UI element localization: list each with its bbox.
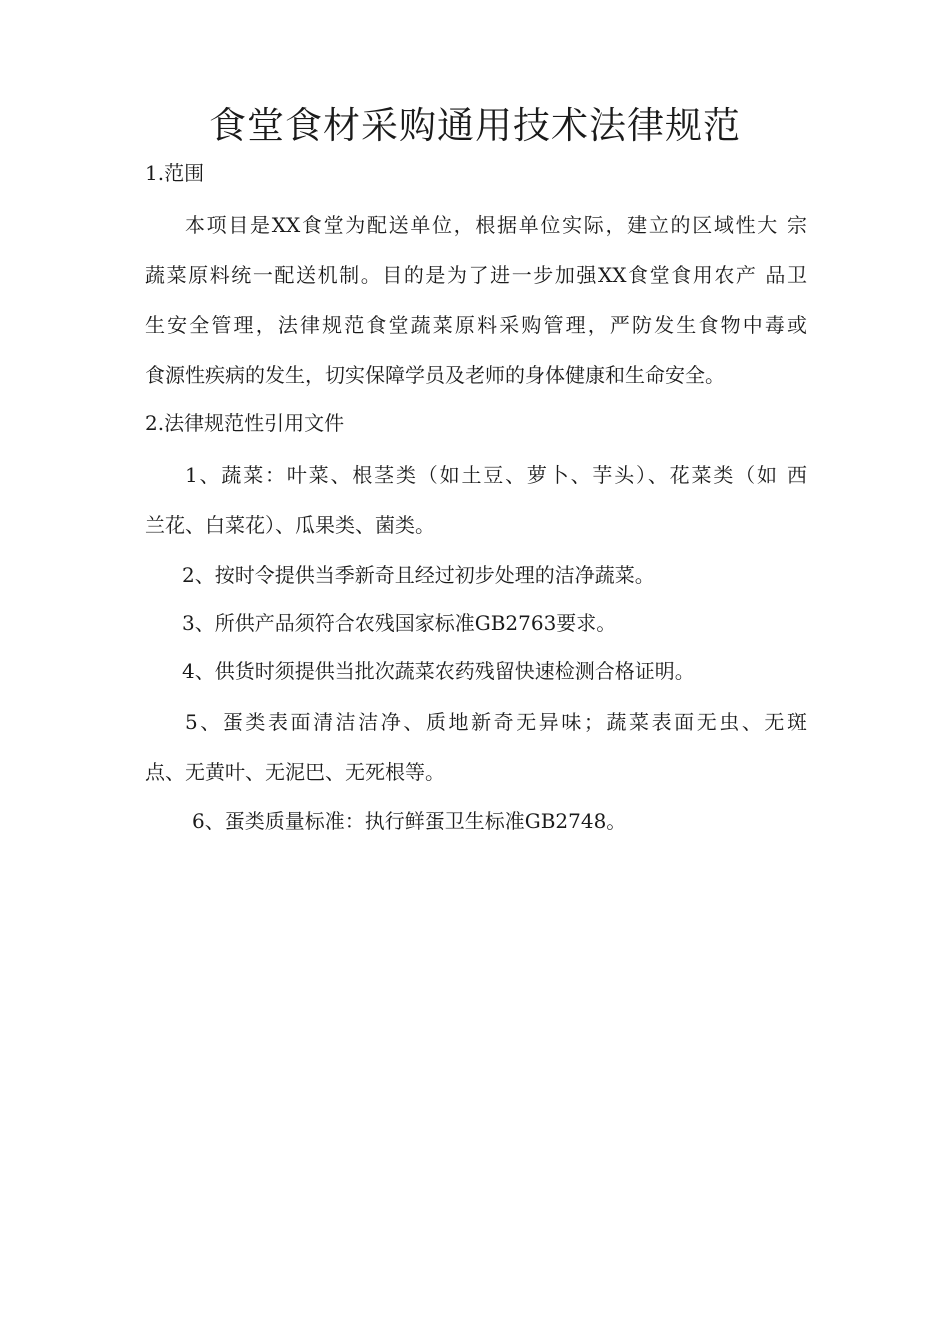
list-item-5-line-1: 5、蛋类表面清洁洁净、质地新奇无异味；蔬菜表面无虫、无斑	[185, 710, 807, 734]
list-item-3: 3、所供产品须符合农残国家标准GB2763要求。	[182, 611, 617, 635]
list-item-4: 4、供货时须提供当批次蔬菜农药残留快速检测合格证明。	[182, 659, 695, 683]
paragraph-line-3: 生安全管理，法律规范食堂蔬菜原料采购管理，严防发生食物中毒或	[145, 313, 807, 337]
list-item-2: 2、按时令提供当季新奇且经过初步处理的洁净蔬菜。	[182, 563, 655, 587]
list-item-6: 6、蛋类质量标准：执行鲜蛋卫生标准GB2748。	[192, 809, 627, 833]
paragraph-line-2: 蔬菜原料统一配送机制。目的是为了进一步加强XX食堂食用农产 品卫	[145, 263, 807, 287]
list-item-1-line-2: 兰花、白菜花）、瓜果类、菌类。	[145, 513, 435, 537]
paragraph-line-1: 本项目是XX食堂为配送单位，根据单位实际，建立的区域性大 宗	[185, 213, 807, 237]
section-2-heading: 2.法律规范性引用文件	[145, 411, 345, 435]
section-1-heading: 1.范围	[145, 161, 205, 185]
list-item-5-line-2: 点、无黄叶、无泥巴、无死根等。	[145, 760, 445, 784]
list-item-1-line-1: 1、蔬菜：叶菜、根茎类（如土豆、萝卜、芋头）、花菜类（如 西	[185, 463, 807, 487]
document-title: 食堂食材采购通用技术法律规范	[209, 104, 741, 147]
paragraph-line-4: 食源性疾病的发生，切实保障学员及老师的身体健康和生命安全。	[145, 363, 725, 387]
